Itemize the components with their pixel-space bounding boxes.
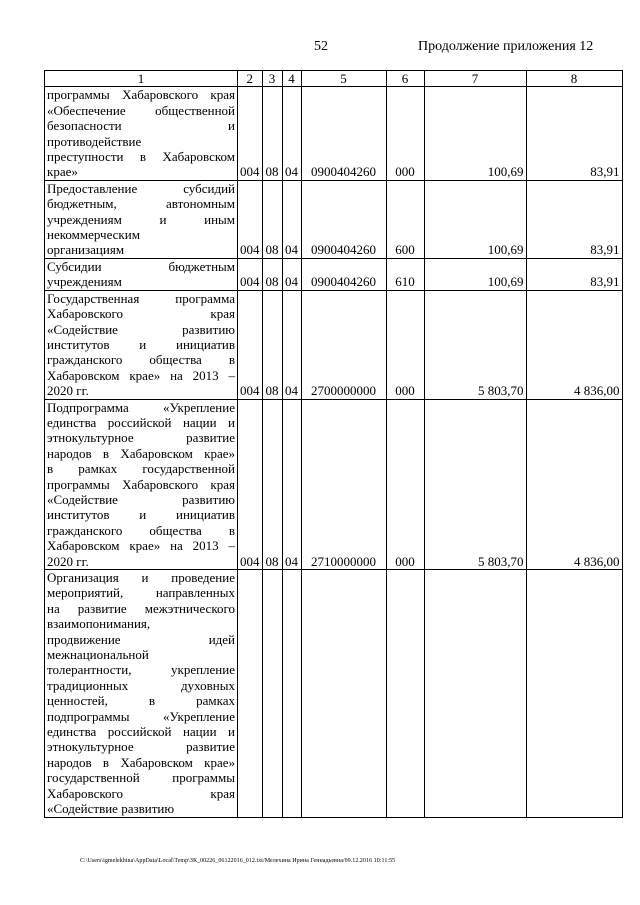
row-name-line: Подпрограмма «Укрепление bbox=[47, 399, 235, 415]
row-name-line: традиционных духовных bbox=[47, 677, 235, 693]
row-name-cell bbox=[45, 258, 238, 290]
cell-c3: 08 bbox=[262, 87, 282, 180]
row-name-line: межнациональной bbox=[47, 647, 149, 663]
cell-c4: 04 bbox=[282, 87, 301, 180]
cell-c2: 004 bbox=[238, 258, 263, 290]
cell-c6: 000 bbox=[386, 399, 424, 569]
row-name-line: на развитие межэтнического bbox=[47, 600, 235, 616]
cell-c6: 600 bbox=[386, 180, 424, 258]
cell-c3: 08 bbox=[262, 258, 282, 290]
row-name-cell bbox=[45, 87, 238, 180]
cell-c4: 04 bbox=[282, 258, 301, 290]
column-header-5: 5 bbox=[301, 71, 386, 87]
cell-c7: 5 803,70 bbox=[424, 399, 526, 569]
page-number: 52 bbox=[314, 39, 328, 54]
table-row bbox=[45, 258, 623, 290]
table-header-row bbox=[45, 71, 623, 87]
row-name-line: программы Хабаровского края bbox=[47, 87, 235, 103]
row-name-line: Субсидии бюджетным bbox=[47, 258, 235, 274]
row-name-line: толерантности, укрепление bbox=[47, 662, 235, 678]
row-name-line: некоммерческим bbox=[47, 227, 140, 243]
cell-c2 bbox=[238, 570, 263, 818]
row-name-line: Хабаровского края bbox=[47, 306, 235, 322]
row-name-line: безопасности и bbox=[47, 118, 235, 134]
cell-c6 bbox=[386, 570, 424, 818]
row-name-cell bbox=[45, 399, 238, 569]
cell-c7: 100,69 bbox=[424, 87, 526, 180]
budget-table bbox=[44, 70, 623, 818]
column-header-4: 4 bbox=[282, 71, 301, 87]
row-name-line: единства российской нации и bbox=[47, 724, 235, 740]
row-name-cell bbox=[45, 570, 238, 818]
table-row bbox=[45, 180, 623, 258]
cell-c2: 004 bbox=[238, 399, 263, 569]
cell-c7: 5 803,70 bbox=[424, 290, 526, 399]
cell-c3: 08 bbox=[262, 180, 282, 258]
table-row bbox=[45, 87, 623, 180]
cell-c6: 000 bbox=[386, 290, 424, 399]
cell-c5: 0900404260 bbox=[301, 87, 386, 180]
cell-c3: 08 bbox=[262, 290, 282, 399]
row-name-line: Предоставление субсидий bbox=[47, 180, 235, 196]
cell-c2: 004 bbox=[238, 290, 263, 399]
row-name-line: подпрограммы «Укрепление bbox=[47, 708, 235, 724]
row-name-line: ценностей, в рамках bbox=[47, 693, 235, 709]
row-name-line: преступности в Хабаровском bbox=[47, 149, 235, 165]
row-name-cell bbox=[45, 290, 238, 399]
row-name-line: мероприятий, направленных bbox=[47, 585, 235, 601]
row-name-line: противодействие bbox=[47, 133, 142, 149]
cell-c6: 610 bbox=[386, 258, 424, 290]
cell-c4 bbox=[282, 570, 301, 818]
row-name-line: Хабаровском крае» на 2013 – bbox=[47, 538, 235, 554]
row-name-cell bbox=[45, 180, 238, 258]
column-header-2: 2 bbox=[238, 71, 263, 87]
row-name-line: гражданского общества в bbox=[47, 352, 235, 368]
row-name-line: 2020 гг. bbox=[47, 553, 89, 569]
cell-c4: 04 bbox=[282, 180, 301, 258]
continuation-label: Продолжение приложения 12 bbox=[418, 39, 594, 54]
row-name-line: учреждениям и иным bbox=[47, 211, 235, 227]
cell-c7: 100,69 bbox=[424, 180, 526, 258]
row-name-line: этнокультурное развитие bbox=[47, 739, 235, 755]
table-row bbox=[45, 399, 623, 569]
column-header-6: 6 bbox=[386, 71, 424, 87]
row-name-line: государственной программы bbox=[47, 770, 235, 786]
cell-c7 bbox=[424, 570, 526, 818]
cell-c8: 83,91 bbox=[526, 180, 622, 258]
row-name-line: гражданского общества в bbox=[47, 522, 235, 538]
column-header-1: 1 bbox=[45, 71, 238, 87]
row-name-line: в рамках государственной bbox=[47, 461, 235, 477]
row-name-line: институтов и инициатив bbox=[47, 507, 235, 523]
column-header-8: 8 bbox=[526, 71, 622, 87]
row-name-line: Хабаровского края bbox=[47, 785, 235, 801]
row-name-line: народов в Хабаровском крае» bbox=[47, 445, 235, 461]
column-header-3: 3 bbox=[262, 71, 282, 87]
cell-c3: 08 bbox=[262, 399, 282, 569]
row-name-line: крае» bbox=[47, 164, 78, 180]
cell-c8: 83,91 bbox=[526, 258, 622, 290]
cell-c5 bbox=[301, 570, 386, 818]
table-row bbox=[45, 290, 623, 399]
row-name-line: Государственная программа bbox=[47, 290, 235, 306]
cell-c5: 0900404260 bbox=[301, 180, 386, 258]
row-name-line: 2020 гг. bbox=[47, 383, 89, 399]
row-name-line: «Содействие развитию bbox=[47, 801, 175, 817]
cell-c2: 004 bbox=[238, 180, 263, 258]
cell-c5: 0900404260 bbox=[301, 258, 386, 290]
row-name-line: «Обеспечение общественной bbox=[47, 102, 235, 118]
cell-c4: 04 bbox=[282, 290, 301, 399]
row-name-line: этнокультурное развитие bbox=[47, 430, 235, 446]
row-name-line: «Содействие развитию bbox=[47, 491, 235, 507]
footer-file-path: C:\Users\igmelekhina\AppData\Local\Temp\ЗК_00226_06122016_012.txt/Мелехина Ирина Геннадьевна/09.12.2016 10:11:55 bbox=[80, 858, 396, 864]
row-name-line: народов в Хабаровском крае» bbox=[47, 754, 235, 770]
cell-c8: 4 836,00 bbox=[526, 399, 622, 569]
row-name-line: институтов и инициатив bbox=[47, 336, 235, 352]
table-row bbox=[45, 570, 623, 818]
cell-c8: 4 836,00 bbox=[526, 290, 622, 399]
cell-c3 bbox=[262, 570, 282, 818]
row-name-line: единства российской нации и bbox=[47, 414, 235, 430]
row-name-line: программы Хабаровского края bbox=[47, 476, 235, 492]
row-name-line: организациям bbox=[47, 242, 125, 258]
cell-c5: 2710000000 bbox=[301, 399, 386, 569]
cell-c7: 100,69 bbox=[424, 258, 526, 290]
row-name-line: бюджетным, автономным bbox=[47, 196, 235, 212]
row-name-line: Организация и проведение bbox=[47, 570, 235, 585]
column-header-7: 7 bbox=[424, 71, 526, 87]
cell-c2: 004 bbox=[238, 87, 263, 180]
cell-c4: 04 bbox=[282, 399, 301, 569]
row-name-line: взаимопонимания, bbox=[47, 616, 151, 632]
cell-c5: 2700000000 bbox=[301, 290, 386, 399]
row-name-line: продвижение идей bbox=[47, 631, 235, 647]
cell-c8: 83,91 bbox=[526, 87, 622, 180]
cell-c6: 000 bbox=[386, 87, 424, 180]
row-name-line: учреждениям bbox=[47, 274, 122, 290]
row-name-line: Хабаровском крае» на 2013 – bbox=[47, 367, 235, 383]
row-name-line: «Содействие развитию bbox=[47, 321, 235, 337]
cell-c8 bbox=[526, 570, 622, 818]
